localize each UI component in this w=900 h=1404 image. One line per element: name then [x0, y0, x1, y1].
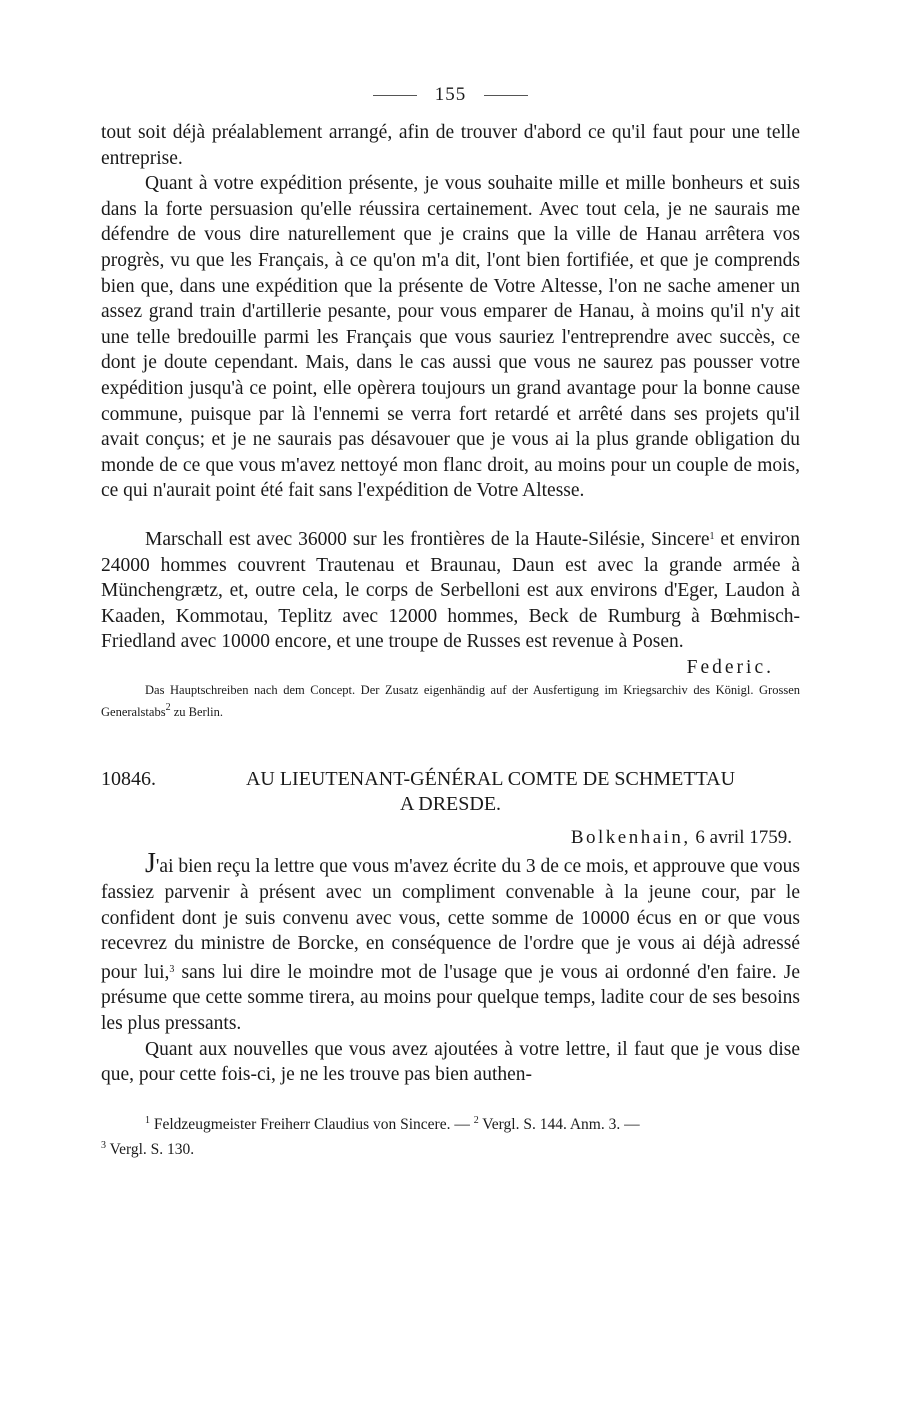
- footnotes: [101, 1110, 800, 1160]
- footnote-ref-3[interactable]: 3: [169, 963, 175, 975]
- page-header: [101, 84, 800, 106]
- footnote-mark-3: 3: [101, 1139, 106, 1151]
- footnote-2: Vergl. S. 144. Anm. 3. —: [478, 1115, 640, 1133]
- paragraph-expedition: Quant à votre expédition présente, je vous souhaite mille et mille bonheurs et suis dans la forte persuasion qu'elle réussira certainement. Avec tout cela, je ne saurais me défendre de vous dire naturellement que je crains que la ville de Hanau arrêtera vos progrès, vu que les Français, à ce qu'on m'a dit, l'ont bien fortifiée, et que je comprends bien que, dans une expédition que la présente de Votre Altesse, l'on ne sache amener un assez grand train d'artillerie pesante, pour vous emparer de Hanau, à moins qu'il n'y ait une telle bredouille parmi les Français que vous sauriez l'entreprendre avec succès, ce dont je doute cependant. Mais, dans le cas aussi que vous ne saurez pas pousser votre expédition jusqu'à ce point, elle opèrera toujours un grand avantage pour la bonne cause commune, puisque par là l'ennemi se verra fort retardé et arrêté dans ses projets qu'il avait conçus; et je ne saurais pas désavouer que je vous ai la plus grande obligation du monde de ce que vous m'avez nettoyé mon flanc droit, au moins pour un couple de mois, ce qui n'aurait point été fait sans l'expédition de Votre Altesse.: [101, 173, 800, 502]
- footnote-mark-2: 2: [473, 1114, 479, 1126]
- letter-body-paragraph-1: J'ai bien reçu la lettre que vous m'avez écrite du 3 de ce mois, et approuve que vous fassiez parvenir à présent avec un compliment convenable à la jeune cour, par le confident dont je suis convenu avec vous, cette somme de 10000 écus en or que vous recevrez du ministre de Borcke, en conséquence de l'ordre que je vous ai déjà adressé pour lui,$^3$ sans lui dire le moindre mot de l'usage que je vous ai ordonné d'en faire. Je présume que cette somme tirera, au moins pour quelque temps, ladite cour de ses besoins les plus pressants.: [101, 848, 800, 1035]
- document-page: [101, 84, 800, 1160]
- footnote-mark-1: 1: [145, 1114, 150, 1126]
- footnote-1: Feldzeugmeister Freiherr Claudius von Sincere. —: [150, 1115, 474, 1133]
- page-number: 155: [434, 84, 467, 105]
- letter-body-paragraph-2: Quant aux nouvelles que vous avez ajoutées à votre lettre, il faut que je vous dise que, pour cette fois-ci, je ne les trouve pas bien authen-: [101, 1038, 800, 1086]
- letter-title: AU LIEUTENANT-GÉNÉRAL COMTE DE SCHMETTAU: [245, 768, 736, 791]
- footnote-3: Vergl. S. 130.: [106, 1140, 195, 1158]
- dateline-date: 6 avril 1759.: [690, 827, 792, 849]
- header-rule-right: [484, 95, 528, 96]
- paragraph-continuation: tout soit déjà préalablement arrangé, afin de trouver d'abord ce qu'il faut pour une telle entreprise.: [101, 122, 800, 169]
- postscript: Marschall est avec 36000 sur les frontières de la Haute-Silésie, Sincere$^1$ et environ 24000 hommes couvrent Trautenau et Braunau, Daun est avec la grande armée à Münchengrætz, et, outre cela, le corps de Serbelloni est aux environs d'Eger, Laudon à Kaaden, Kommotau, Teplitz avec 12000 hommes, Beck de Rumburg à Bœhmisch-Friedland avec 10000 encore, et une troupe de Russes est revenue à Posen.: [101, 528, 801, 653]
- dateline-place: Bolkenhain,: [570, 827, 691, 849]
- header-rule-left: [373, 95, 417, 96]
- signature: Federic.: [686, 656, 774, 678]
- footnote-ref-1[interactable]: 1: [709, 530, 715, 542]
- source-note: Das Hauptschreiben nach dem Concept. Der Zusatz eigenhändig auf der Ausfertigung im Kriegsarchiv des Königl. Grossen Generalstabs$^2$ zu Berlin.: [101, 683, 800, 720]
- letter-heading: [101, 767, 800, 817]
- letter-title-line2: A DRESDE.: [399, 793, 502, 816]
- dateline: [101, 825, 792, 850]
- drop-cap: J: [145, 848, 156, 880]
- letter-number: 10846.: [101, 768, 156, 791]
- footnote-ref-2[interactable]: 2: [165, 702, 171, 714]
